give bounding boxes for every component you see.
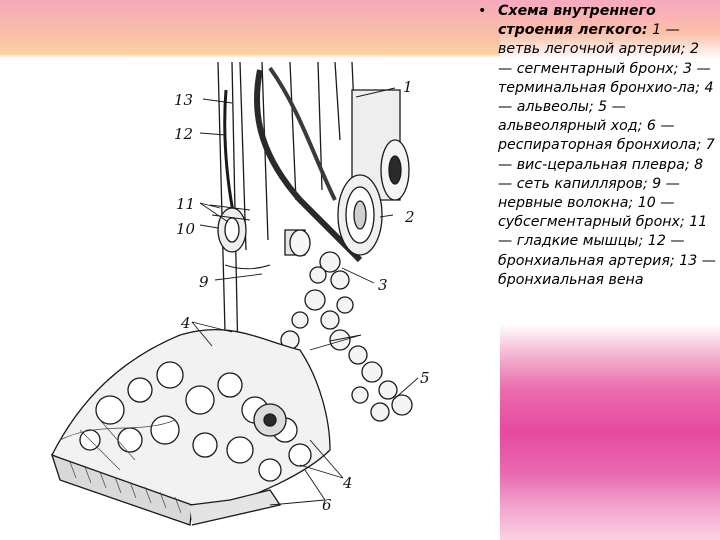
label-12: 12 — [174, 125, 194, 143]
label-4-right: 4 — [343, 474, 353, 492]
label-10: 10 — [176, 220, 196, 238]
label-13: 13 — [174, 91, 194, 109]
bullet: • — [478, 3, 487, 19]
label-5: 5 — [420, 369, 430, 387]
label-1: 1 — [403, 78, 413, 96]
label-6: 6 — [322, 496, 332, 514]
caption-text — [478, 2, 716, 290]
label-4-left: 4 — [181, 314, 191, 332]
label-9: 9 — [199, 273, 209, 291]
caption-title: Схема внутреннего строения легкого: — [498, 3, 656, 39]
label-3: 3 — [378, 276, 388, 294]
label-2: 2 — [405, 208, 415, 226]
caption-body: 1 — ветвь легочной артерии; 2 — сегментарный бронх; 3 — терминальная бронхио-ла; 4 — альвеолы; 5 — альвеолярный ход; 6 — респираторная бронхиола; 7 — вис-церальная плевра; 8 — сеть капилляров; 9 — нервные волокна; 10 — субсегментарный бронх; 11 — гладкие мышцы; 12 — бронхиальная артерия; 13 — бронхиальная вена — [498, 22, 716, 288]
label-11: 11 — [176, 195, 196, 213]
